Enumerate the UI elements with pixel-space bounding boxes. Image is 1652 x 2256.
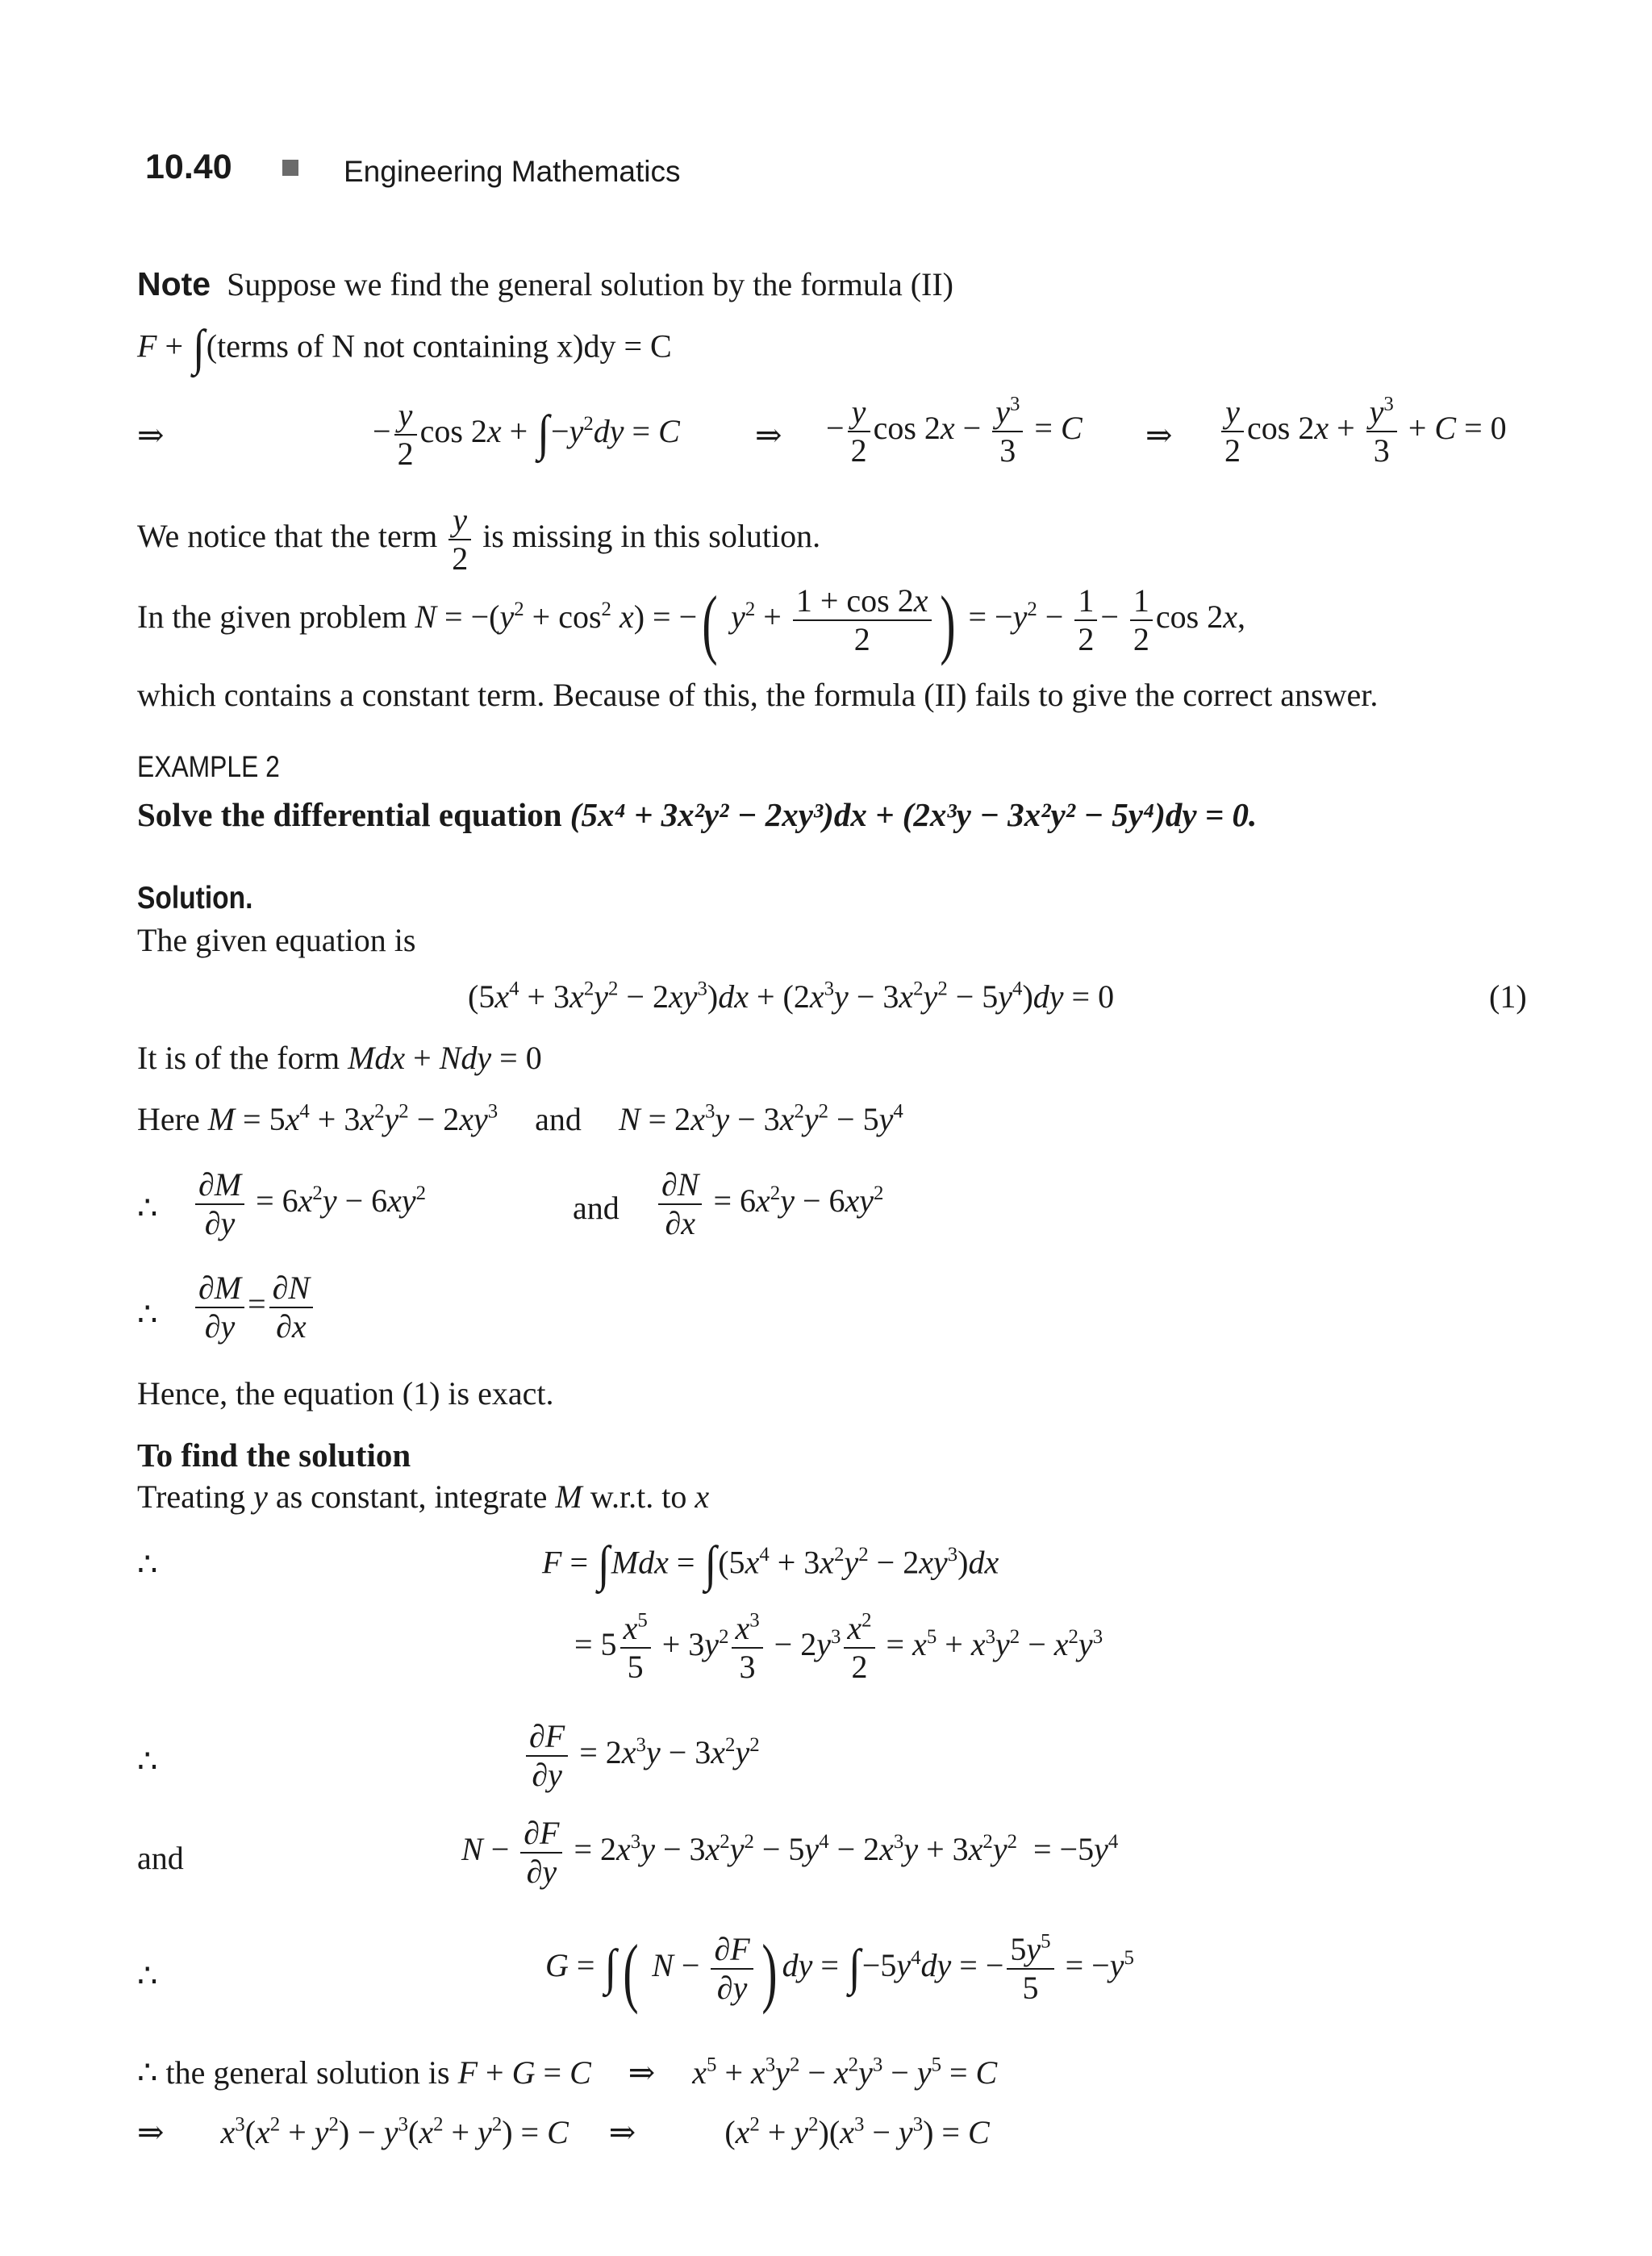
given-equation-text: The given equation is: [137, 922, 416, 958]
form-text: It is of the form: [137, 1040, 340, 1076]
n-minus-df-dy: N − $\frac{\partial F}{\partial y}$ = $2x^3y - 3x^2y^2 - 5y^4 - 2x^3y + 3x^2y^2 = -5y^4$: [461, 1815, 1119, 1890]
header-square-icon: [282, 160, 298, 176]
exact-text: Hence, the equation (1) is exact.: [137, 1375, 554, 1412]
here-line: Here $M = 5x^4 + 3x^2y^2 - 2xy^3$ and $N = 2x^3y - 3x^2y^2 - 5y^4$: [137, 1100, 903, 1137]
f-result: = 5 $\frac{x^5}{5}$ + $3y^2$ $\frac{x^3}{3}$ − $2y^3$ $\frac{x^2}{2}$ = $x^5 + x^3y^2 - x^2y^3$: [574, 1609, 1103, 1685]
formula-ii-text: (terms of N not containing x)dy = C: [206, 327, 672, 365]
g-integral: G = ∫( N − $\frac{\partial F}{\partial y}$ ) dy = $\int-5y^4dy$ = − $\frac{5y^5}{5}$ = $-y^5$: [545, 1929, 1134, 2016]
find-heading: To find the solution: [137, 1437, 411, 1474]
note-label: Note: [137, 265, 211, 302]
note-expression-1: − $\frac{y}{2}$ $\cos 2x + \int-y^2dy = C$: [373, 397, 680, 472]
equation-number: (1): [1489, 978, 1527, 1015]
and-text-2: and: [573, 1190, 620, 1226]
implies-symbol: ⇒: [137, 417, 165, 453]
implies-symbol-3: ⇒: [1145, 417, 1173, 453]
and-text: and: [535, 1101, 582, 1137]
df-dy-expression: $\frac{\partial F}{\partial y}$ = $2x^3y - 3x^2y^2$: [523, 1718, 760, 1794]
final-line: ⇒ $x^3(x^2 + y^2) - y^3(x^2 + y^2) = C$ ⇒ $(x^2 + y^2)(x^3 - y^3) = C$: [137, 2113, 990, 2150]
therefore-1: ∴: [137, 1190, 158, 1226]
general-solution-line: ∴ the general solution is F + G = C ⇒ $x^5 + x^3y^2 - x^2y^3 - y^5 = C$: [137, 2054, 998, 2091]
example-problem-equation: (5x⁴ + 3x²y² − 2xy³)dx + (2x³y − 3x²y² − 5y⁴)dy = 0.: [569, 796, 1258, 833]
book-title: Engineering Mathematics: [344, 155, 681, 188]
constant-term-line: which contains a constant term. Because of this, the formula (II) fails to give the correct answer.: [137, 677, 1379, 713]
therefore-5: ∴: [137, 1958, 158, 1994]
therefore-4: ∴: [137, 1743, 158, 1779]
note-line: [137, 265, 953, 302]
given-problem-label: In the given problem: [137, 598, 407, 636]
general-solution-text: ∴ the general solution is: [137, 2054, 450, 2091]
note-expression-2: − $\frac{y}{2}$ cos 2x − $\frac{y^3}{3}$ = C: [826, 393, 1083, 469]
solution-label: Solution.: [137, 881, 253, 915]
exactness-condition: $\frac{\partial M}{\partial y}$ = $\frac{\partial N}{\partial x}$: [192, 1270, 316, 1345]
dn-dx-expression: $\frac{\partial N}{\partial x}$ = $6x^2y - 6xy^2$: [655, 1166, 883, 1242]
missing-term-post: is missing in this solution.: [482, 518, 821, 555]
given-problem-line: In the given problem $N = -(y^2 + \cos^2 x)$ = −( $y^2$ + $\frac{1 + \cos 2x}{2}$ ) = $-y^2$ − $\frac{1}{2}$ − $\frac{1}{2}$ cos 2x,: [137, 580, 1245, 667]
therefore-2: ∴: [137, 1296, 158, 1332]
f-integral: $F = \int Mdx = \int(5x^4 + 3x^2y^2 - 2xy^3)dx$: [542, 1536, 999, 1592]
equation-1: $(5x^4 + 3x^2y^2 - 2xy^3)dx + (2x^3y - 3x^2y^2 - 5y^4)dy = 0$: [468, 978, 1115, 1015]
page-number: 10.40: [145, 148, 232, 186]
note-intro: Suppose we find the general solution by the formula (II): [227, 266, 953, 302]
missing-term-pre: We notice that the term: [137, 518, 438, 555]
example-problem: [137, 796, 1258, 833]
form-line: It is of the form Mdx + Ndy = 0: [137, 1040, 542, 1076]
example-problem-prefix: Solve the differential equation: [137, 796, 562, 833]
here-text: Here: [137, 1101, 200, 1137]
therefore-3: ∴: [137, 1546, 158, 1583]
implies-symbol-2: ⇒: [755, 417, 782, 453]
note-expression-3: $\frac{y}{2}$ cos 2x + $\frac{y^3}{3}$ + C = 0: [1218, 394, 1507, 469]
example-label: EXAMPLE 2: [137, 750, 280, 783]
dm-dy-expression: $\frac{\partial M}{\partial y}$ = $6x^2y - 6xy^2$: [192, 1166, 426, 1242]
formula-ii: F + ∫(terms of N not containing x)dy = C: [137, 319, 672, 376]
and-text-3: and: [137, 1840, 184, 1876]
treating-text: Treating y as constant, integrate M w.r.t. to x: [137, 1478, 710, 1515]
missing-term-line: We notice that the term $\frac{y}{2}$ is missing in this solution.: [137, 502, 821, 577]
